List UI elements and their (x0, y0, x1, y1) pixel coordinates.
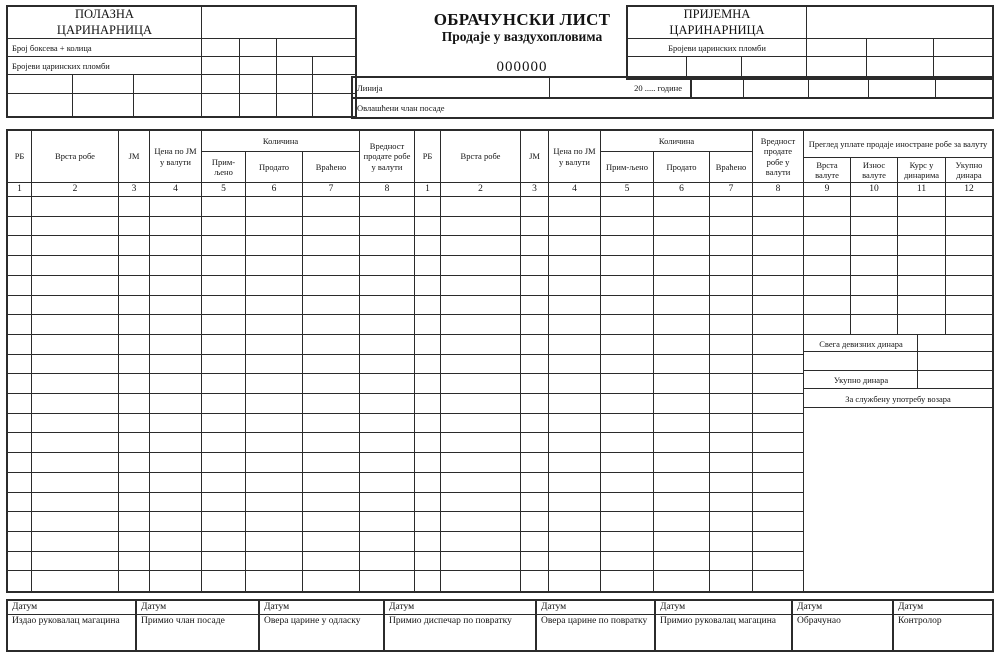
signature-box (8, 601, 135, 650)
grid-line (804, 370, 992, 371)
role-label: Примио диспечар по повратку (389, 616, 512, 626)
blank-cell (133, 75, 201, 93)
blank-cell (239, 39, 276, 56)
grid-line (8, 432, 804, 433)
col-number: 3 (119, 183, 150, 197)
col-number: 6 (654, 183, 710, 197)
seal-numbers-label: Бројеви царинских пломби (12, 60, 110, 71)
col-header-review-group: Преглед уплате продаје иностране робе за валуту (804, 131, 992, 158)
blank-row (8, 74, 355, 93)
col-number: 1 (8, 183, 32, 197)
col-header-currency-amount: Износ валуте (851, 158, 898, 183)
grid-line (8, 216, 804, 217)
col-header-total-dinars: Укупно динара (946, 158, 992, 183)
receiving-customs-title-text: ПРИЈЕМНА ЦАРИНАРНИЦА (669, 6, 765, 37)
grid-line (8, 472, 804, 473)
col-number: 2 (441, 183, 521, 197)
grid-line (8, 413, 804, 414)
blank-cell (201, 75, 239, 93)
signature-box (258, 601, 383, 650)
blank-cell (933, 57, 992, 78)
blank-cell (8, 75, 72, 93)
blank-cell (806, 57, 866, 78)
signature-box (654, 601, 791, 650)
grid-line (8, 393, 804, 394)
grid-line (804, 334, 992, 335)
signature-box (135, 601, 258, 650)
official-use-label: За службену употребу возара (845, 393, 951, 404)
date-label: Датум (894, 601, 992, 615)
col-number: 5 (202, 183, 246, 197)
grid-line (804, 388, 992, 389)
col-header-goods-right: Врста робе (441, 131, 521, 183)
col-number: 6 (246, 183, 303, 197)
col-header-received-left: Прим-љено (202, 152, 246, 183)
crew-row (351, 97, 994, 119)
blank-cell (239, 94, 276, 116)
blank-cell (686, 57, 741, 78)
receiving-customs-title (628, 7, 806, 38)
col-header-rate: Курс у динарима (898, 158, 946, 183)
col-number: 7 (710, 183, 753, 197)
grid-line (8, 551, 804, 552)
blank-cell (935, 78, 992, 97)
col-header-price-left: Цена по ЈМ у валути (150, 131, 202, 183)
role-label: Примио руковалац магацина (660, 616, 776, 626)
grid-line (804, 255, 992, 256)
blank-row (8, 93, 355, 116)
col-header-unit-right: ЈМ (521, 131, 549, 183)
col-header-quantity-right: Количина (601, 131, 753, 152)
grid-line (804, 407, 992, 408)
col-header-returned-right: Враћено (710, 152, 753, 183)
col-header-received-right: Прим-љено (601, 152, 654, 183)
date-label: Датум (793, 601, 892, 615)
blank-cell (806, 7, 992, 38)
blank-cell (866, 57, 933, 78)
grid-line (8, 452, 804, 453)
grid-line (917, 335, 918, 389)
blank-cell (741, 57, 806, 78)
role-label: Овера царине по повратку (541, 616, 648, 626)
blank-cell (8, 94, 72, 116)
blank-cell (72, 94, 133, 116)
grid-line (804, 275, 992, 276)
col-header-sold-left: Продато (246, 152, 303, 183)
departure-customs-title (8, 7, 201, 38)
blank-cell (628, 57, 686, 78)
grid-line (804, 314, 992, 315)
col-number: 10 (851, 183, 898, 197)
role-label: Овера царине у одласку (264, 616, 361, 626)
blank-cell (808, 78, 868, 97)
col-number: 8 (753, 183, 804, 197)
col-header-quantity-left: Количина (202, 131, 360, 152)
blank-cell (276, 57, 312, 74)
role-label: Издао руковалац магацина (12, 616, 120, 626)
grid-line (8, 235, 804, 236)
col-header-value-left: Вредност продате робе у валути (360, 131, 415, 183)
blank-cell (276, 94, 312, 116)
grid-line (8, 255, 804, 256)
col-number: 8 (360, 183, 415, 197)
col-number: 12 (946, 183, 992, 197)
departure-customs-title-text: ПОЛАЗНА ЦАРИНАРНИЦА (56, 6, 153, 37)
seal-numbers-row (628, 38, 992, 56)
blank-cell (312, 94, 355, 116)
blank-cell (312, 75, 355, 93)
blank-cell (868, 78, 935, 97)
grid-line (8, 314, 804, 315)
seal-numbers-row (8, 56, 355, 74)
boxes-count-row (8, 38, 355, 56)
signature-box (791, 601, 892, 650)
grid-line (8, 373, 804, 374)
col-number: 3 (521, 183, 549, 197)
col-number: 7 (303, 183, 360, 197)
col-header-returned-left: Враћено (303, 152, 360, 183)
role-label: Примио члан посаде (141, 616, 225, 626)
blank-cell (239, 75, 276, 93)
grid-line (8, 570, 804, 571)
date-label: Датум (537, 601, 654, 615)
blank-row (628, 56, 992, 78)
blank-cell (239, 57, 276, 74)
blank-cell (201, 39, 239, 56)
grid-line (8, 511, 804, 512)
blank-cell (806, 39, 866, 56)
line-label: Линија (357, 82, 383, 93)
blank-cell (201, 57, 239, 74)
signature-footer (6, 599, 994, 652)
blank-cell (276, 39, 355, 56)
blank-cell (933, 39, 992, 56)
col-header-value-right: Вредност продате робе у валути (753, 131, 804, 183)
blank-cell (692, 78, 743, 97)
blank-cell (201, 7, 355, 38)
col-number: 4 (549, 183, 601, 197)
crew-label: Овлашћени члан посаде (357, 102, 445, 113)
blank-cell (72, 75, 133, 93)
year-cell: 20 ..... године (549, 78, 690, 97)
signature-box (535, 601, 654, 650)
departure-customs-block (6, 5, 357, 118)
role-label: Обрачунао (797, 616, 841, 626)
grid-line (804, 216, 992, 217)
form-subtitle: Продаје у ваздухопловима (441, 29, 603, 45)
col-header-sold-right: Продато (654, 152, 710, 183)
date-label: Датум (137, 601, 258, 615)
grid-line (8, 275, 804, 276)
date-label: Датум (8, 601, 135, 615)
grid-line (804, 295, 992, 296)
blank-cell (743, 78, 808, 97)
sum-foreign-dinars-label: Свега девизних динара (819, 338, 903, 349)
grid-line (8, 492, 804, 493)
serial-number: 000000 (496, 58, 548, 75)
receiving-customs-block (626, 5, 994, 80)
boxes-count-label: Број боксева + колица (12, 42, 92, 53)
col-number: 5 (601, 183, 654, 197)
grid-line (8, 531, 804, 532)
blank-row (690, 76, 994, 99)
grid-line (8, 354, 804, 355)
blank-cell (133, 94, 201, 116)
date-label: Датум (656, 601, 791, 615)
sum-total-dinars-label: Укупно динара (833, 375, 889, 385)
col-number: 1 (415, 183, 441, 197)
col-number: 9 (804, 183, 851, 197)
seal-numbers-label: Бројеви царинских пломби (668, 42, 766, 53)
main-table (6, 129, 994, 593)
col-header-price-right: Цена по ЈМ у валути (549, 131, 601, 183)
blank-cell (866, 39, 933, 56)
date-label: Датум (260, 601, 383, 615)
col-header-goods-left: Врста робе (32, 131, 119, 183)
col-header-currency-type: Врста валуте (804, 158, 851, 183)
grid-line (8, 295, 804, 296)
signature-box (892, 601, 992, 650)
col-header-unit-left: ЈМ (119, 131, 150, 183)
grid-line (804, 351, 992, 352)
form-title: ОБРАЧУНСКИ ЛИСТ (433, 9, 611, 29)
signature-box (383, 601, 535, 650)
date-label: Датум (385, 601, 535, 615)
col-number: 4 (150, 183, 202, 197)
grid-line (8, 334, 804, 335)
grid-line (804, 235, 992, 236)
role-label: Контролор (898, 616, 942, 626)
col-header-rb-left: РБ (8, 131, 32, 183)
blank-cell (201, 94, 239, 116)
col-number: 2 (32, 183, 119, 197)
blank-cell (276, 75, 312, 93)
blank-cell (312, 57, 355, 74)
col-header-rb-right: РБ (415, 131, 441, 183)
col-number: 11 (898, 183, 946, 197)
